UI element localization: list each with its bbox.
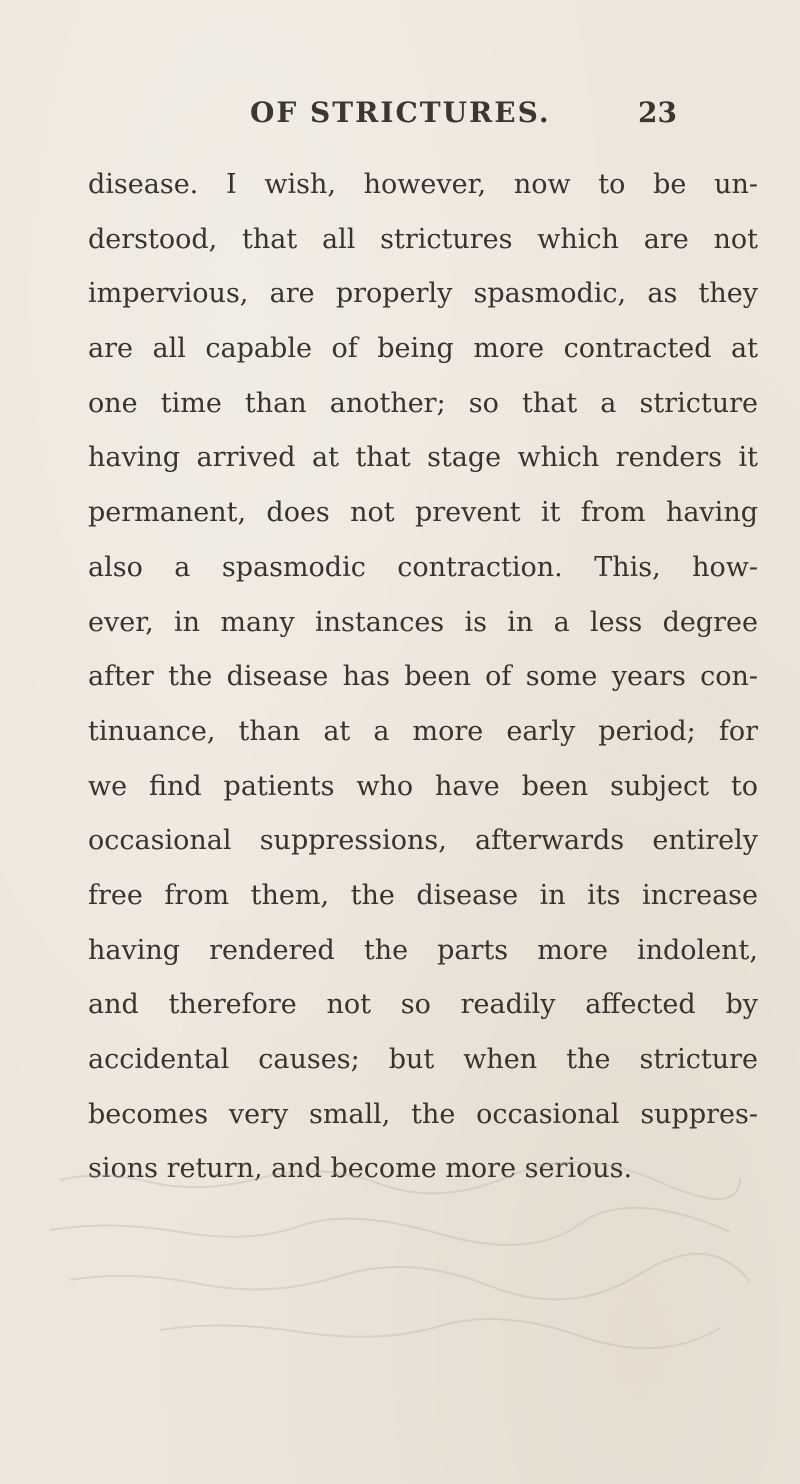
text-line: disease. I wish, however, now to be un- [88, 169, 758, 200]
running-head [0, 96, 800, 136]
text-line: having arrived at that stage which renders it [88, 442, 758, 474]
text-line: free from them, the disease in its increase [88, 879, 758, 911]
text-line: accidental causes; but when the stricture [88, 1044, 758, 1075]
text-line: one time than another; so that a stricture [88, 387, 758, 419]
text-line: after the disease has been of some years con- [88, 661, 758, 693]
text-line: and therefore not so readily affected by [88, 989, 758, 1021]
text-line: ever, in many instances is in a less degree [88, 606, 758, 638]
text-line: derstood, that all strictures which are not [88, 223, 758, 255]
text-line: permanent, does not prevent it from having [88, 497, 758, 529]
text-line: having rendered the parts more indolent, [88, 934, 758, 966]
body-text [88, 158, 758, 1197]
text-line: tinuance, than at a more early period; for [88, 715, 758, 747]
text-line: we find patients who have been subject to [88, 770, 758, 802]
page-number: 23 [638, 96, 677, 129]
text-line: are all capable of being more contracted at [88, 333, 758, 365]
running-head-title: OF STRICTURES. [250, 96, 551, 129]
text-line: becomes very small, the occasional suppres- [88, 1098, 758, 1130]
text-line: occasional suppressions, afterwards entirely [88, 825, 758, 857]
text-line: sions return, and become more serious. [88, 1153, 633, 1185]
text-line: also a spasmodic contraction. This, how- [88, 551, 758, 583]
text-line: impervious, are properly spasmodic, as they [88, 278, 758, 310]
